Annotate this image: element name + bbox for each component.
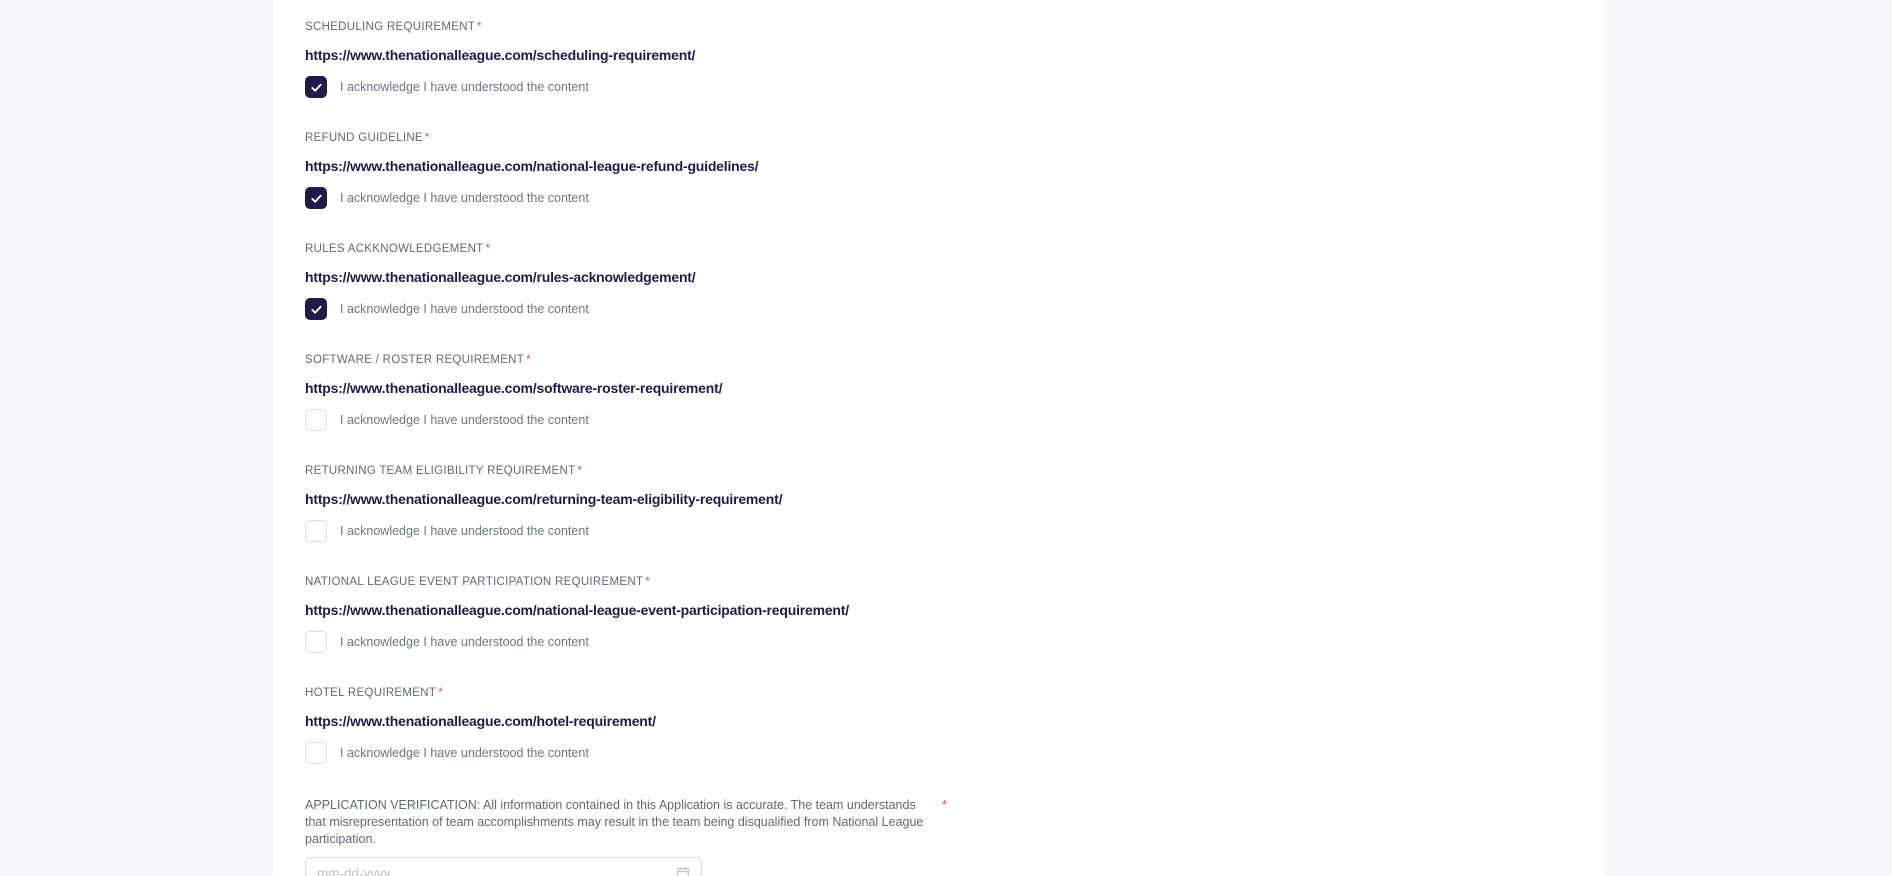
required-asterisk: * [477, 21, 482, 33]
requirements-list [305, 20, 1566, 764]
requirement-section [305, 242, 1566, 320]
requirement-link[interactable]: https://www.thenationalleague.com/hotel-requirement/ [305, 713, 656, 729]
requirement-section [305, 575, 1566, 653]
acknowledge-checkbox[interactable] [305, 520, 327, 542]
acknowledge-row[interactable] [305, 187, 589, 209]
requirement-label [305, 575, 1566, 589]
requirement-label [305, 20, 1566, 34]
required-asterisk: * [424, 132, 430, 144]
acknowledge-label: I acknowledge I have understood the content [340, 413, 589, 427]
check-icon [310, 303, 323, 316]
requirement-label [305, 131, 1566, 145]
acknowledge-checkbox[interactable] [305, 298, 327, 320]
acknowledge-row[interactable] [305, 76, 589, 98]
calendar-icon[interactable] [676, 866, 690, 876]
verification-section [305, 797, 1566, 876]
requirement-label-text: RULES ACKKNOWLEDGEMENT [305, 243, 484, 255]
verification-required-asterisk: * [942, 798, 947, 812]
acknowledge-row[interactable] [305, 298, 589, 320]
acknowledge-row[interactable] [305, 631, 589, 653]
verification-label: APPLICATION VERIFICATION: All information contained in this Application is accurate. The team understands that misrepresentation of team accomplishments may result in the team being disqualified from National League participation. [305, 798, 924, 846]
required-asterisk: * [485, 243, 491, 255]
requirement-label [305, 464, 1566, 478]
requirement-link[interactable]: https://www.thenationalleague.com/returning-team-eligibility-requirement/ [305, 491, 783, 507]
acknowledge-row[interactable] [305, 409, 589, 431]
acknowledge-checkbox[interactable] [305, 76, 327, 98]
acknowledge-label: I acknowledge I have understood the content [340, 191, 589, 205]
required-asterisk: * [438, 687, 443, 699]
requirement-label-text: RETURNING TEAM ELIGIBILITY REQUIREMENT [305, 465, 576, 477]
requirement-label-text: HOTEL REQUIREMENT [305, 687, 437, 699]
requirement-label-text: SCHEDULING REQUIREMENT [305, 21, 476, 33]
date-input-wrapper[interactable] [305, 857, 702, 876]
requirement-link[interactable]: https://www.thenationalleague.com/software-roster-requirement/ [305, 380, 723, 396]
requirement-section [305, 20, 1566, 98]
check-icon [310, 81, 323, 94]
acknowledge-checkbox[interactable] [305, 742, 327, 764]
requirement-link[interactable]: https://www.thenationalleague.com/rules-acknowledgement/ [305, 269, 696, 285]
requirement-label-text: REFUND GUIDELINE [305, 132, 423, 144]
check-icon [310, 192, 323, 205]
acknowledge-checkbox[interactable] [305, 409, 327, 431]
acknowledge-row[interactable] [305, 742, 589, 764]
acknowledge-label: I acknowledge I have understood the content [340, 80, 589, 94]
requirement-label [305, 242, 1566, 256]
acknowledge-row[interactable] [305, 520, 589, 542]
acknowledge-label: I acknowledge I have understood the content [340, 524, 589, 538]
acknowledge-checkbox[interactable] [305, 187, 327, 209]
acknowledge-checkbox[interactable] [305, 631, 327, 653]
verification-row [305, 797, 1566, 848]
acknowledge-label: I acknowledge I have understood the content [340, 746, 589, 760]
requirement-label-text: SOFTWARE / ROSTER REQUIREMENT [305, 354, 525, 366]
form-panel [273, 0, 1606, 876]
requirement-link[interactable]: https://www.thenationalleague.com/national-league-event-participation-requirement/ [305, 602, 849, 618]
requirement-label [305, 353, 1566, 367]
requirement-section [305, 686, 1566, 764]
requirement-section [305, 353, 1566, 431]
acknowledge-label: I acknowledge I have understood the content [340, 635, 589, 649]
requirement-link[interactable]: https://www.thenationalleague.com/national-league-refund-guidelines/ [305, 158, 759, 174]
requirement-section [305, 131, 1566, 209]
required-asterisk: * [577, 465, 583, 477]
requirement-link[interactable]: https://www.thenationalleague.com/scheduling-requirement/ [305, 47, 696, 63]
required-asterisk: * [526, 354, 531, 366]
acknowledge-label: I acknowledge I have understood the content [340, 302, 589, 316]
requirement-label-text: NATIONAL LEAGUE EVENT PARTICIPATION REQUIREMENT [305, 576, 644, 588]
verification-date-input[interactable] [317, 866, 676, 876]
requirement-label [305, 686, 1566, 700]
requirement-section [305, 464, 1566, 542]
required-asterisk: * [645, 576, 651, 588]
